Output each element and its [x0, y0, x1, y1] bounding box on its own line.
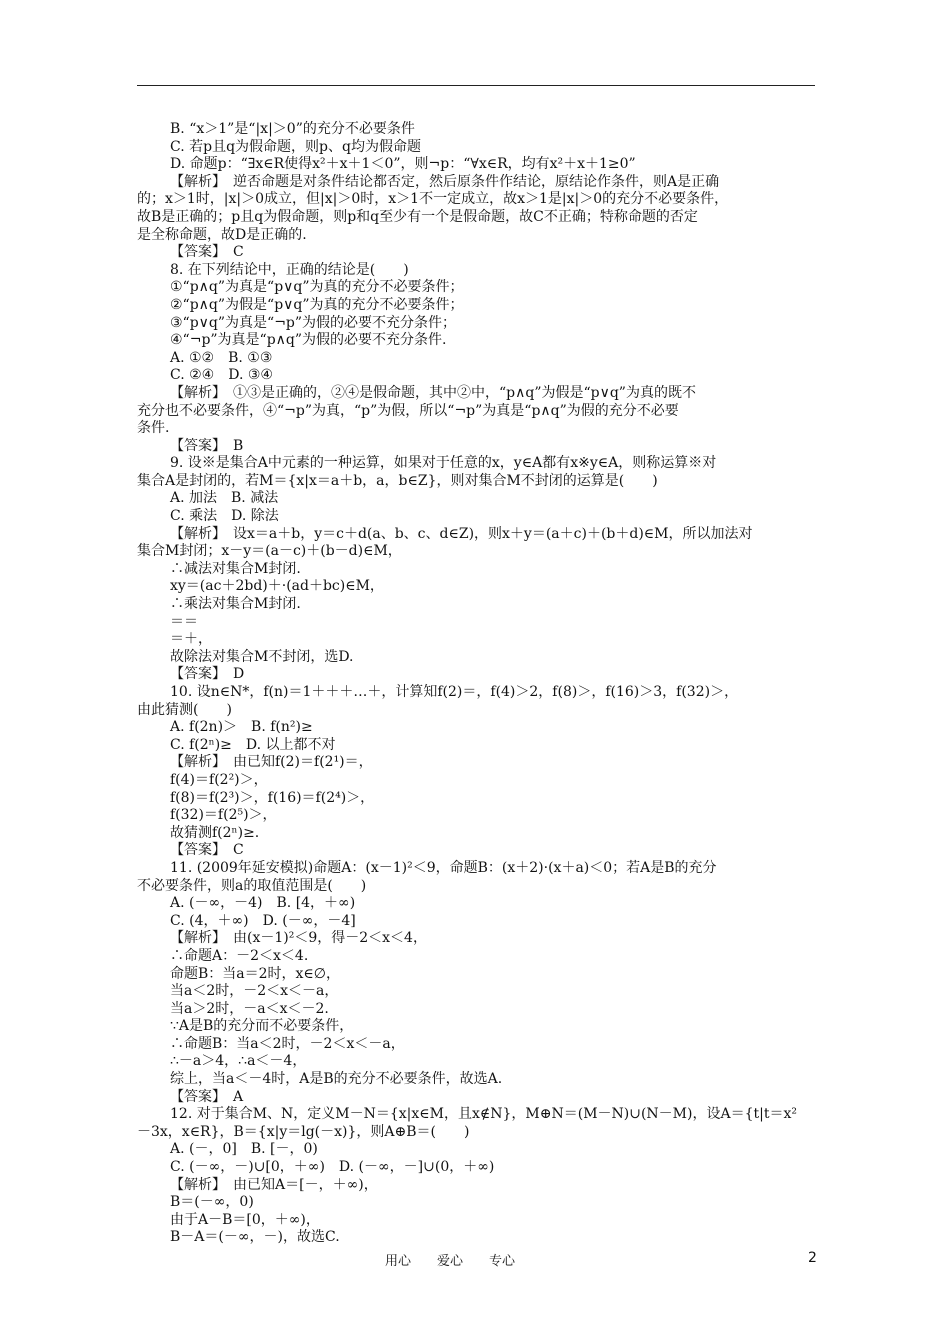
text-line: C. ②④ D. ③④ — [170, 367, 273, 384]
page-number: 2 — [808, 1250, 817, 1266]
text-line: D. 命题p：“∃x∈R使得x²＋x＋1＜0”，则¬p：“∀x∈R，均有x²＋x＋1≥0” — [170, 156, 636, 173]
text-line: 当a＞2时，－a＜x＜－2. — [170, 1000, 329, 1017]
text-line: 不必要条件，则a的取值范围是( ) — [137, 877, 367, 894]
text-line: A. f(2n)＞ B. f(n²)≥ — [170, 719, 313, 736]
page-footer — [0, 1250, 950, 1270]
text-line: －3x，x∈R}，B＝{x|y＝lg(－x)}，则A⊕B＝( ) — [137, 1123, 470, 1140]
footer-slogan: 用心 爱心 专心 — [385, 1254, 516, 1269]
text-line: C. (4，＋∞) D. (－∞，－4] — [170, 912, 356, 929]
text-line: A. 加法 B. 减法 — [170, 490, 279, 507]
text-line: 由于A－B＝[0，＋∞)， — [170, 1211, 320, 1228]
text-line: 【答案】 C — [170, 842, 244, 859]
text-line: B＝(－∞，0) — [170, 1194, 254, 1211]
text-line: 的；x＞1时，|x|＞0成立，但|x|＞0时，x＞1不一定成立，故x＞1是|x|＞0的充分不必要条件， — [137, 191, 729, 208]
text-line: 【答案】 D — [170, 666, 245, 683]
text-line: ∴减法对集合M封闭. — [170, 560, 301, 577]
text-line: 【解析】 由(x－1)²＜9，得－2＜x＜4， — [170, 930, 427, 947]
text-line: 9. 设※是集合A中元素的一种运算，如果对于任意的x，y∈A都有x※y∈A，则称运算※对 — [170, 455, 717, 472]
text-line: 由此猜测( ) — [137, 701, 232, 718]
text-line: 当a＜2时，－2＜x＜－a， — [170, 983, 339, 1000]
text-line: 【答案】 B — [170, 437, 244, 454]
text-line: 综上，当a＜－4时，A是B的充分不必要条件，故选A. — [170, 1071, 503, 1088]
text-line: ∴命题B：当a＜2时，－2＜x＜－a， — [170, 1035, 405, 1052]
text-line: ∵A是B的充分而不必要条件， — [170, 1018, 354, 1035]
text-line: ④“¬p”为真是“p∧q”为假的必要不充分条件. — [170, 332, 447, 349]
text-line: 【解析】 逆否命题是对条件结论都否定，然后原条件作结论，原结论作条件，则A是正确 — [170, 173, 720, 190]
text-line: ∴命题A：－2＜x＜4. — [170, 947, 309, 964]
header-rule — [137, 85, 815, 86]
text-line: 是全称命题，故D是正确的. — [137, 226, 307, 243]
text-line: B. “x＞1”是“|x|＞0”的充分不必要条件 — [170, 121, 415, 137]
text-line: 故B是正确的；p且q为假命题，则p和q至少有一个是假命题，故C不正确；特称命题的否定 — [137, 208, 698, 225]
text-line: A. (－，0] B. [－，0) — [170, 1141, 318, 1158]
text-line: 12. 对于集合M、N，定义M－N＝{x|x∈M，且x∉N}，M⊕N＝(M－N)∪(N－M)，设A＝{t|t＝x² — [170, 1106, 797, 1123]
text-line: f(8)＝f(2³)＞，f(16)＝f(2⁴)＞， — [170, 789, 375, 806]
text-line: ③“p∨q”为真是“¬p”为假的必要不充分条件； — [170, 314, 457, 331]
text-line: ②“p∧q”为假是“p∨q”为真的充分不必要条件； — [170, 296, 464, 313]
text-line: 命题B：当a＝2时，x∈∅， — [170, 965, 340, 982]
text-line: 【解析】 由已知A＝[－，＋∞)， — [170, 1176, 378, 1193]
text-line: f(32)＝f(2⁵)＞， — [170, 807, 277, 824]
text-line: A. (－∞，－4) B. [4，＋∞) — [170, 895, 356, 912]
text-line: 8. 在下列结论中，正确的结论是( ) — [170, 261, 409, 278]
text-line: 【答案】 C — [170, 244, 244, 261]
text-line: 11. (2009年延安模拟)命题A：(x－1)²＜9，命题B：(x＋2)·(x＋a)＜0；若A是B的充分 — [170, 859, 717, 876]
text-line: 充分也不必要条件，④“¬p”为真，“p”为假，所以“¬p”为真是“p∧q”为假的充分不必要 — [137, 402, 679, 419]
text-line: ①“p∧q”为真是“p∨q”为真的充分不必要条件； — [170, 279, 464, 296]
text-line: 【答案】 A — [170, 1088, 244, 1105]
text-line: 集合A是封闭的，若M＝{x|x＝a＋b，a，b∈Z}，则对集合M不封闭的运算是( ) — [137, 472, 658, 489]
text-line: B－A＝(－∞，－)，故选C. — [170, 1229, 340, 1246]
text-line: 【解析】 设x＝a＋b，y＝c＋d(a、b、c、d∈Z)，则x＋y＝(a＋c)＋(b＋d)∈M，所以加法对 — [170, 525, 753, 542]
text-line: ∴－a＞4，∴a＜－4， — [170, 1053, 307, 1070]
text-line: C. 若p且q为假命题，则p、q均为假命题 — [170, 138, 421, 155]
text-line: xy＝(ac＋2bd)＋·(ad＋bc)∈M， — [170, 578, 384, 595]
text-line: ∴乘法对集合M封闭. — [170, 596, 301, 613]
text-line: 10. 设n∈N*，f(n)＝1＋＋＋…＋，计算知f(2)＝，f(4)＞2，f(8)＞，f(16)＞3，f(32)＞， — [170, 684, 739, 700]
text-line: 故除法对集合M不封闭，选D. — [170, 648, 354, 665]
text-line: A. ①② B. ①③ — [170, 349, 273, 366]
text-line: ＝＝ — [170, 613, 198, 630]
document-body — [137, 121, 817, 1247]
text-line: 【解析】 ①③是正确的，②④是假命题，其中②中，“p∧q”为假是“p∨q”为真的既不 — [170, 384, 696, 401]
text-line: f(4)＝f(2²)＞， — [170, 771, 268, 788]
text-line: ＝＋， — [170, 631, 212, 648]
text-line: 【解析】 由已知f(2)＝f(2¹)＝， — [170, 754, 373, 771]
text-line: C. (－∞，－)∪[0，＋∞) D. (－∞，－]∪(0，＋∞) — [170, 1159, 495, 1176]
text-line: 条件. — [137, 420, 170, 437]
text-line: 故猜测f(2ⁿ)≥. — [170, 824, 260, 841]
text-line: C. 乘法 D. 除法 — [170, 508, 279, 525]
text-line: 集合M封闭；x－y＝(a－c)＋(b－d)∈M， — [137, 543, 402, 560]
text-line: C. f(2ⁿ)≥ D. 以上都不对 — [170, 736, 336, 753]
